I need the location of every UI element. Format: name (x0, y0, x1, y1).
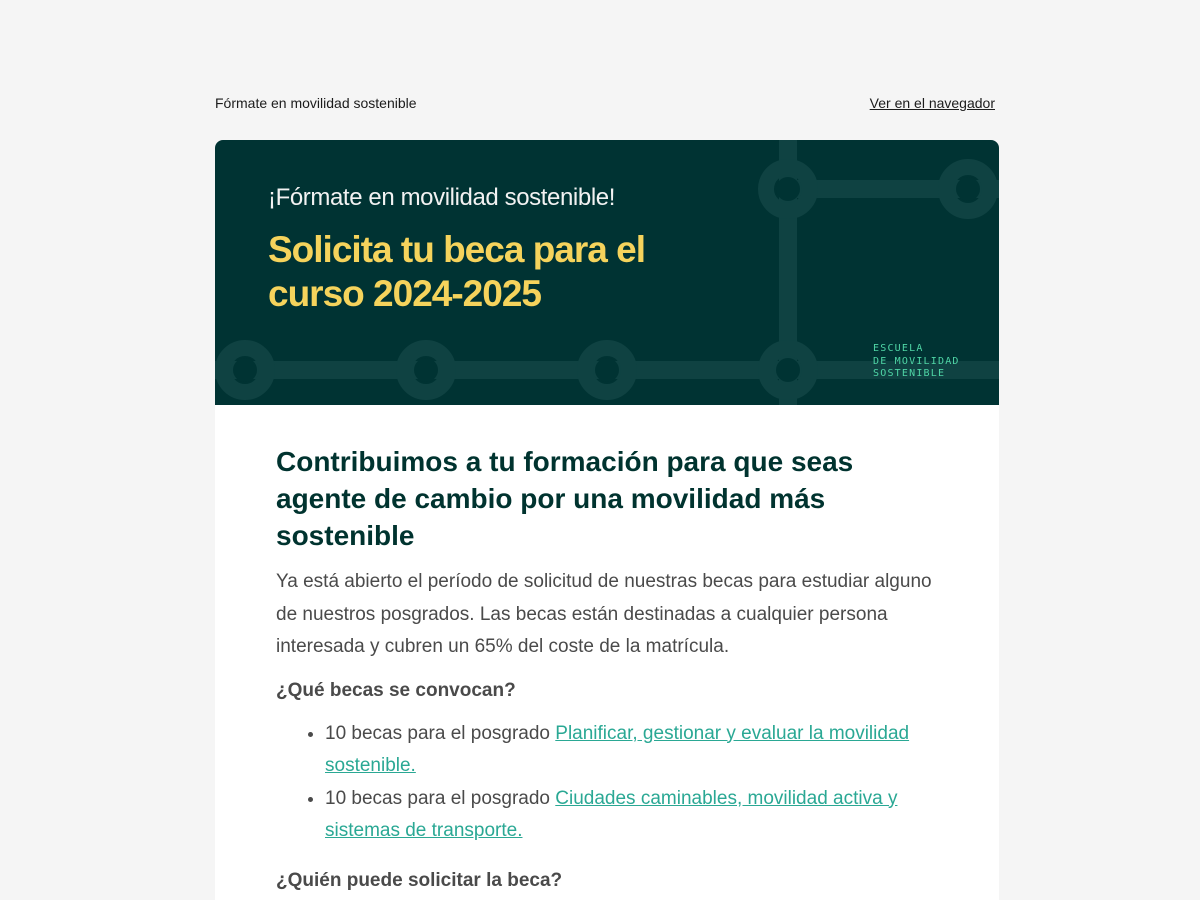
question-scholarships: ¿Qué becas se convocan? (276, 679, 516, 701)
course-link-planificar[interactable]: Planificar, gestionar y evaluar la movilidad sostenible. (325, 722, 910, 776)
logo-line-1: ESCUELA (873, 343, 924, 354)
preheader (215, 93, 995, 113)
question-eligibility: ¿Quién puede solicitar la beca? (276, 869, 563, 891)
hero-kicker: ¡Fórmate en movilidad sostenible! (268, 184, 615, 211)
view-in-browser-link[interactable]: Ver en el navegador (869, 95, 995, 111)
list-item (325, 718, 946, 783)
hero-title: Solicita tu beca para el curso 2024-2025 (268, 229, 645, 314)
hero-banner (215, 140, 999, 405)
logo-line-3: SOSTENIBLE (873, 368, 946, 379)
scholarship-list (276, 718, 946, 848)
intro-paragraph: Ya está abierto el período de solicitud de nuestras becas para estudiar alguno de nuestros posgrados. Las becas están destinadas a cualquier persona interesada y cubren un 65% del coste de la matrícula. (276, 571, 932, 657)
school-logo (873, 343, 960, 381)
main-heading: Contribuimos a tu formación para que seas agente de cambio por una movilidad más sostenible (276, 446, 854, 551)
list-item-prefix: 10 becas para el posgrado (325, 787, 556, 809)
email-card (215, 140, 999, 900)
list-item-prefix: 10 becas para el posgrado (325, 722, 556, 744)
list-item (325, 783, 946, 848)
preheader-title: Fórmate en movilidad sostenible (215, 95, 417, 111)
email-content (276, 443, 946, 894)
course-link-ciudades[interactable]: Ciudades caminables, movilidad activa y sistemas de transporte. (325, 787, 898, 841)
logo-line-2: DE MOVILIDAD (873, 355, 960, 367)
